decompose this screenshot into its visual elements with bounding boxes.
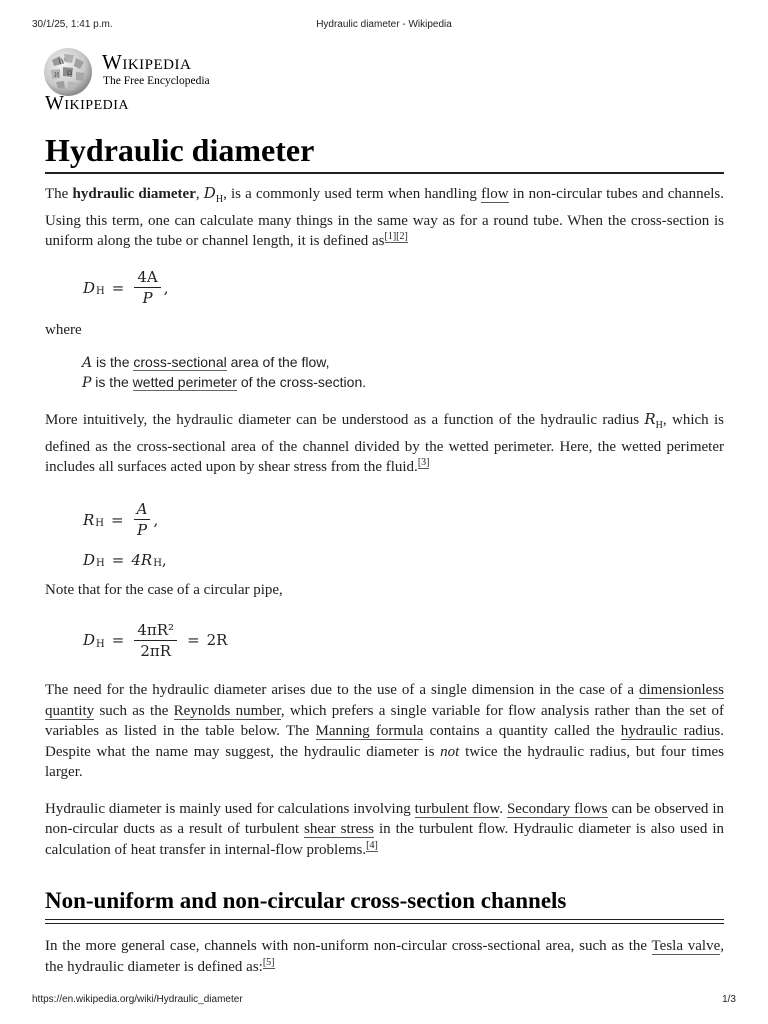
math-equals: = — [111, 510, 124, 529]
math-subscript: H — [95, 518, 105, 529]
text: The — [45, 186, 73, 202]
emphasis: not — [440, 743, 460, 760]
math-equals: = — [111, 550, 125, 569]
where-text: where — [45, 321, 82, 338]
svg-text:Ω: Ω — [67, 70, 72, 77]
math-subscript: H — [96, 286, 105, 297]
usage-paragraph — [45, 799, 724, 861]
fraction-numerator: 4πR² — [134, 621, 177, 641]
math-equals: = — [187, 631, 200, 649]
ref-4[interactable]: [4] — [366, 839, 378, 851]
definition-list — [82, 353, 724, 393]
math-lhs: D — [83, 550, 96, 569]
link-wetted-perimeter[interactable]: wetted perimeter — [132, 374, 237, 390]
print-date: 30/1/25, 1:41 p.m. — [32, 19, 113, 30]
wikipedia-wordmark-secondary: Wikipedia — [45, 92, 130, 114]
fraction-numerator: 4A — [134, 268, 160, 288]
link-tesla-valve[interactable]: Tesla valve — [651, 938, 721, 954]
text: More intuitively, the hydraulic diameter can be understood as a function of the hydraulic radius — [45, 412, 645, 428]
link-shear-stress[interactable]: shear stress — [303, 821, 374, 837]
wikipedia-logo[interactable] — [42, 44, 262, 94]
math-tail: , — [161, 550, 167, 569]
equation-circular-pipe — [83, 618, 724, 662]
ref-1[interactable]: [1] — [384, 231, 397, 242]
text: In the more general case, channels with non-uniform non-circular cross-sectional area, such as the — [45, 938, 652, 954]
svg-text:И: И — [54, 72, 60, 79]
wikipedia-tagline: The Free Encyclopedia — [103, 75, 210, 87]
math-fraction — [134, 621, 177, 660]
text: . — [499, 800, 507, 817]
equation-dh — [83, 266, 724, 310]
print-page-number: 1/3 — [722, 994, 736, 1005]
text: twice the hydraulic radius, but four times larger. — [45, 743, 724, 780]
print-page-title: Hydraulic diameter - Wikipedia — [316, 19, 452, 30]
math-symbol: D — [203, 184, 216, 202]
text: can be observed in non-circular ducts as a result of turbulent — [45, 800, 725, 837]
math-rhs: 4R — [131, 550, 153, 569]
math-subscript: H — [96, 558, 105, 569]
math-subscript: H — [215, 194, 224, 205]
link-cross-sectional[interactable]: cross-sectional — [133, 354, 227, 370]
text: is the — [92, 354, 134, 370]
svg-text:W: W — [58, 58, 66, 66]
link-flow[interactable]: flow — [481, 186, 509, 202]
math-lhs: D — [83, 278, 96, 297]
fraction-denominator: P — [142, 289, 153, 307]
bold-term: hydraulic diameter — [72, 186, 196, 202]
text: , which is defined as the cross-sectional area of the channel divided by the wetted perimeter. Here, the wetted perimeter includes all surfaces acted upon by shear stress from the fluid. — [45, 412, 724, 475]
text: Hydraulic diameter is mainly used for calculations involving — [45, 800, 415, 817]
text: such as the — [94, 702, 174, 719]
equation-dh-4rh — [83, 548, 724, 572]
math-symbol: A — [82, 355, 93, 371]
text: , the hydraulic diameter is defined as: — [45, 938, 725, 975]
non-uniform-paragraph — [45, 936, 724, 977]
text: area of the flow, — [226, 354, 330, 370]
math-lhs: D — [83, 631, 96, 649]
math-equals: = — [111, 631, 125, 649]
fraction-denominator: P — [136, 521, 148, 539]
text: , which prefers a single variable for flow analysis rather than the set of variables as listed in the table below. The — [45, 702, 724, 739]
wikipedia-wordmark: Wikipedia — [102, 50, 192, 74]
link-manning-formula[interactable]: Manning formula — [315, 723, 424, 739]
math-subscript: H — [96, 638, 105, 650]
text: in the turbulent flow. Hydraulic diameter is also used in calculation of heat transfer in internal-flow problems. — [45, 821, 724, 858]
need-paragraph — [45, 680, 724, 783]
text: The need for the hydraulic diameter arises due to the use of a single dimension in the case of a — [45, 682, 639, 698]
math-rhs: 2R — [206, 631, 228, 649]
wikipedia-globe-icon — [42, 46, 94, 98]
fraction-denominator: 2πR — [140, 641, 172, 660]
hydraulic-radius-paragraph — [45, 409, 724, 478]
ref-5[interactable]: [5] — [262, 956, 275, 968]
math-fraction — [134, 500, 151, 539]
link-dimensionless-quantity[interactable]: dimensionless quantity — [45, 682, 724, 719]
definition-a — [82, 353, 724, 373]
link-turbulent-flow[interactable]: turbulent flow — [414, 800, 500, 817]
math-tail: , — [153, 510, 159, 529]
text: is the — [91, 374, 133, 390]
text: in non-circular tubes and channels. Using this term, one can calculate many things in the same way as for a round tube. When the cross-section is uniform along the tube or channel length, it is defined as — [45, 186, 725, 249]
link-secondary-flows[interactable]: Secondary flows — [506, 800, 608, 817]
definition-p — [82, 373, 724, 393]
math-symbol: P — [82, 375, 92, 391]
intro-paragraph — [45, 183, 724, 252]
print-header — [32, 19, 736, 33]
link-hydraulic-radius[interactable]: hydraulic radius — [620, 723, 721, 739]
math-fraction — [134, 268, 160, 307]
math-subscript: H — [655, 420, 663, 431]
print-footer — [32, 994, 736, 1008]
math-equals: = — [111, 278, 125, 297]
text: contains a quantity called the — [423, 723, 621, 739]
text: . Despite what the name may suggest, the hydraulic diameter is — [45, 723, 724, 760]
link-reynolds-number[interactable]: Reynolds number — [173, 702, 281, 719]
math-subscript: H — [153, 558, 162, 569]
math-lhs: R — [83, 510, 95, 529]
ref-3[interactable]: [3] — [417, 457, 430, 468]
text: , is a commonly used term when handling — [223, 186, 482, 202]
page-title: Hydraulic diameter — [45, 128, 724, 174]
fraction-numerator: A — [136, 500, 148, 518]
text: , — [195, 186, 204, 202]
print-url: https://en.wikipedia.org/wiki/Hydraulic_diameter — [32, 994, 243, 1005]
section-heading-non-uniform: Non-uniform and non-circular cross-section channels — [45, 886, 724, 920]
math-symbol: R — [644, 410, 656, 428]
article-content — [45, 128, 724, 977]
equation-rh — [83, 498, 724, 542]
circular-pipe-note: Note that for the case of a circular pipe, — [45, 581, 283, 598]
ref-2[interactable]: [2] — [396, 231, 408, 242]
math-tail: , — [163, 278, 169, 297]
text: of the cross-section. — [236, 374, 367, 390]
